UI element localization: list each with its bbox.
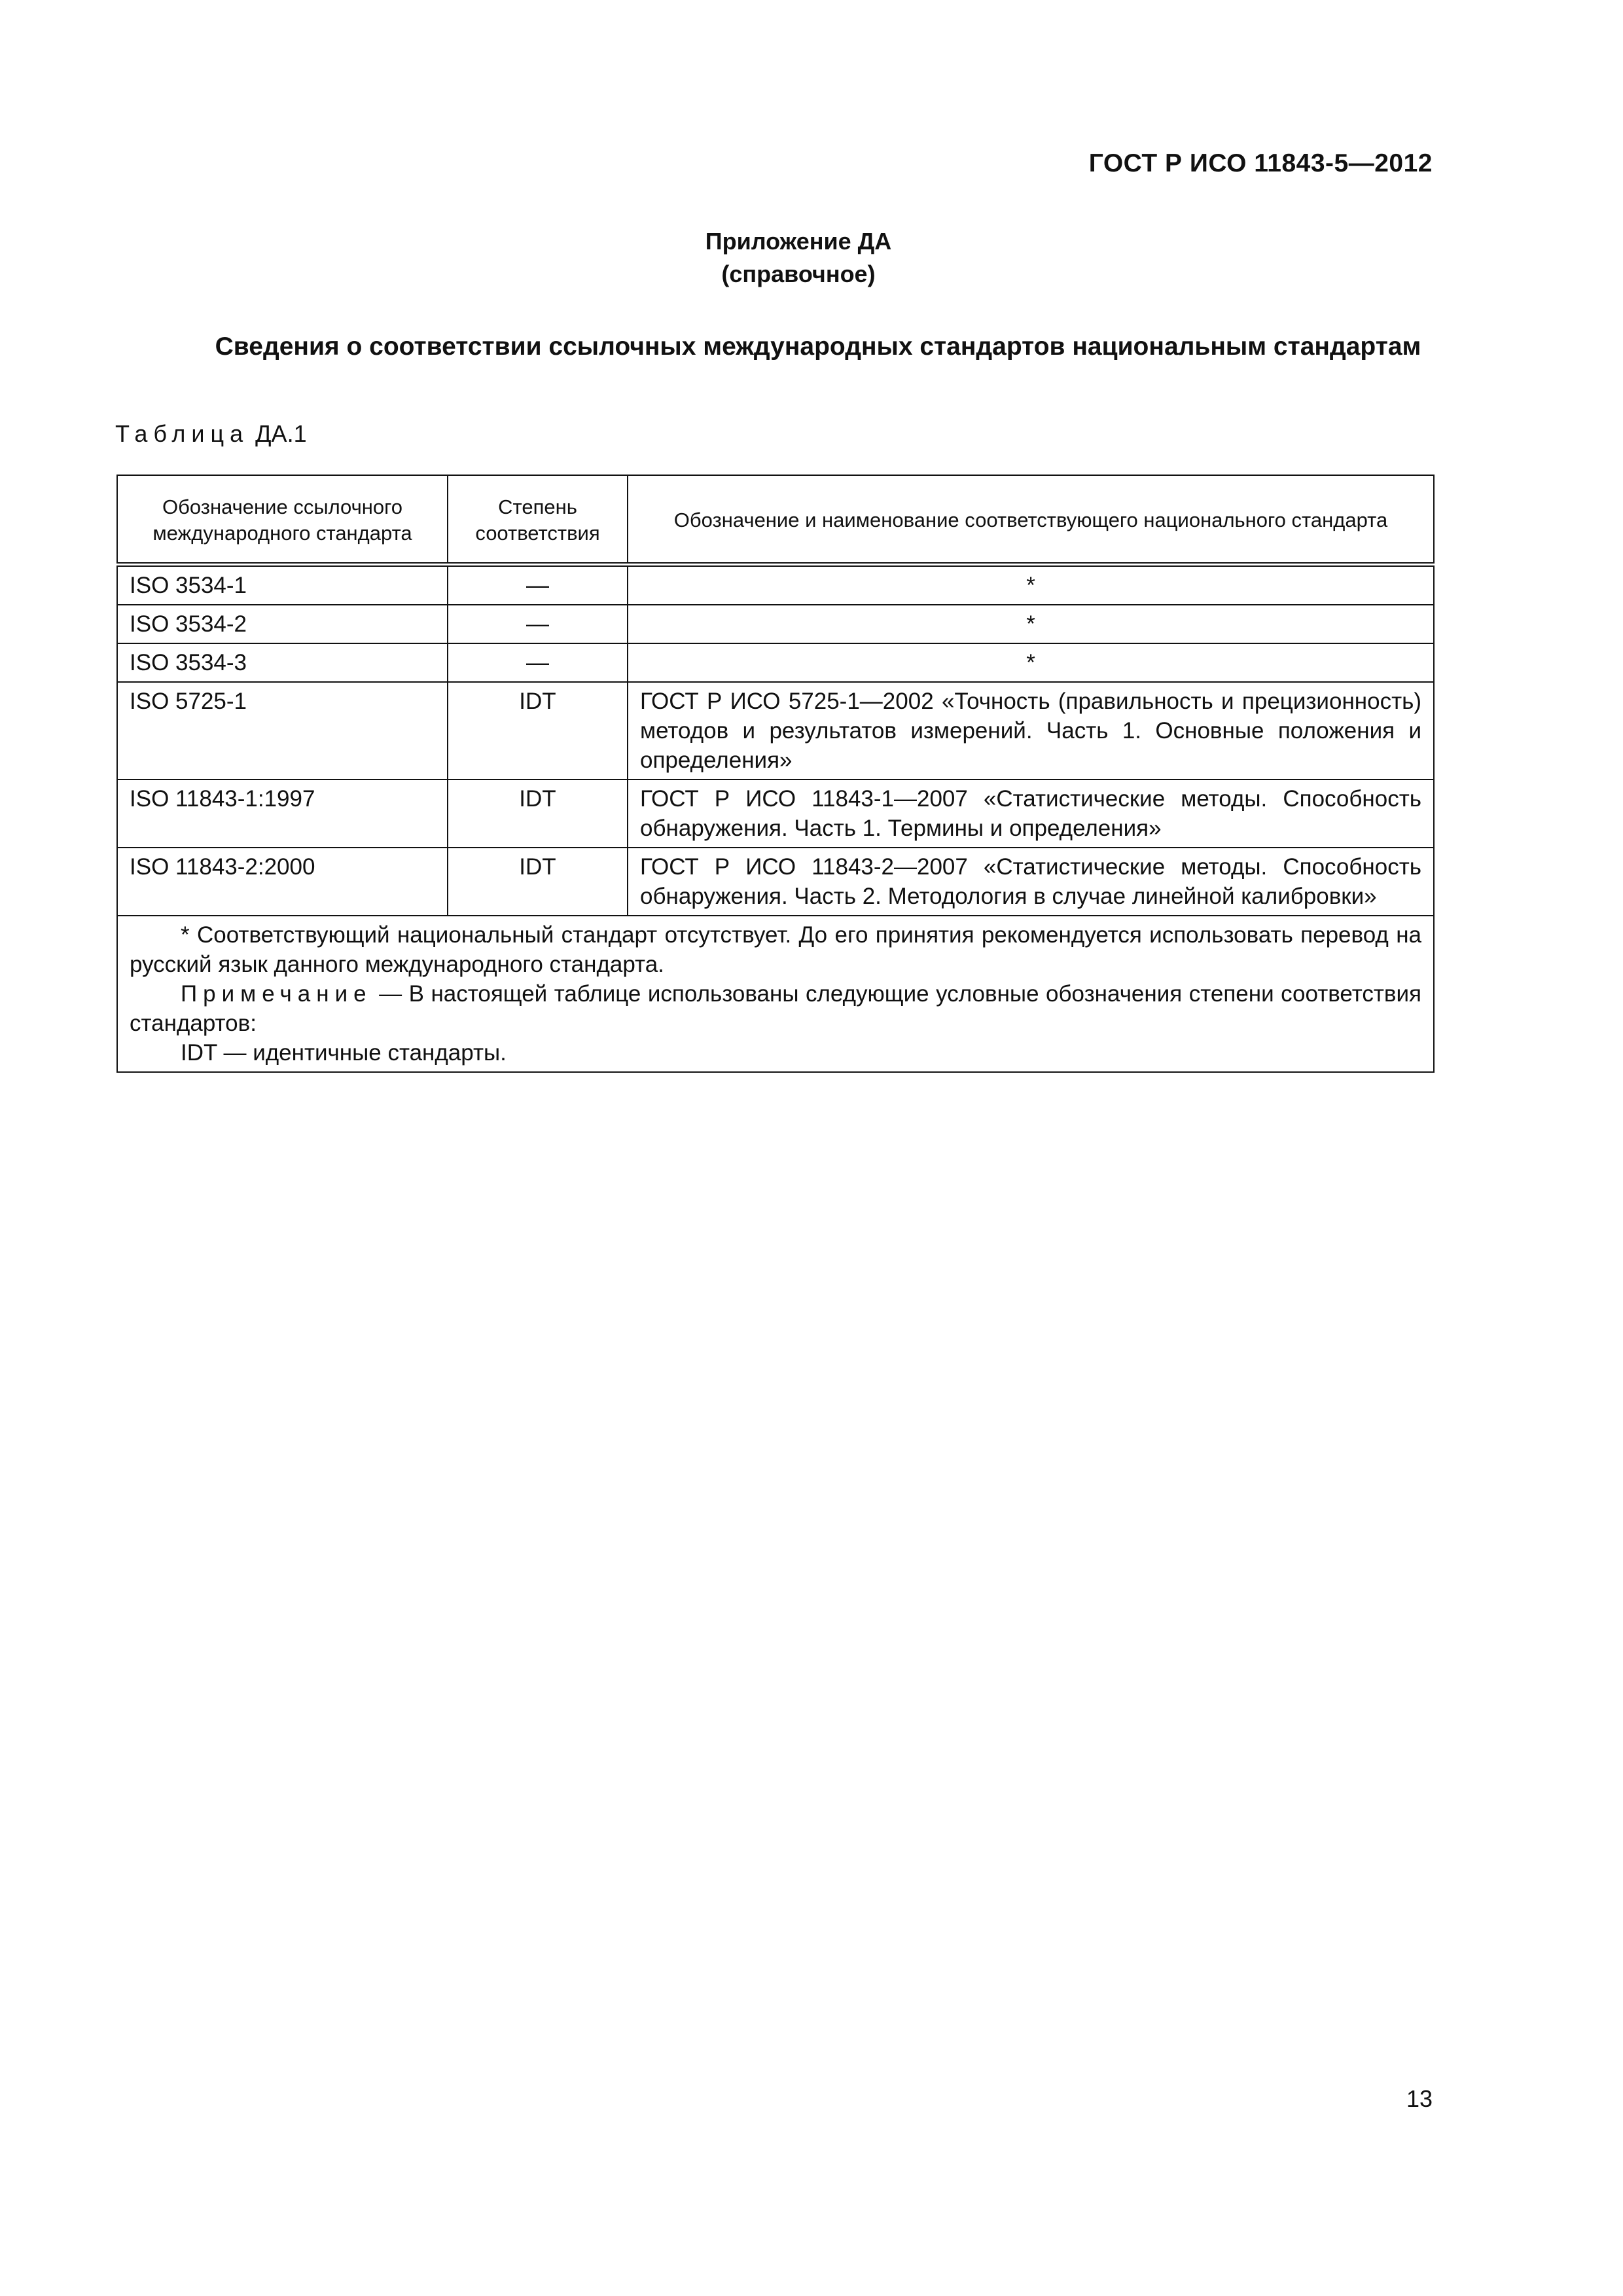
appendix-heading (0, 225, 1597, 291)
note-text: — В настоящей таблице использованы следующие условные обозначения степени соответствия стандартов: (130, 981, 1421, 1036)
table-label (115, 420, 307, 448)
table-row (117, 565, 1434, 605)
cell-international-standard: ISO 11843-1:1997 (117, 780, 448, 848)
document-code: ГОСТ Р ИСО 11843-5—2012 (1088, 149, 1433, 177)
cell-international-standard: ISO 5725-1 (117, 682, 448, 780)
table-notes-row (117, 916, 1434, 1072)
table-label-number: ДА.1 (255, 420, 307, 447)
cell-degree: IDT (448, 848, 628, 916)
table-footnote: * Соответствующий национальный стандарт отсутствует. До его принятия рекомендуется использовать перевод на русский язык данного международного стандарта. (130, 922, 1421, 977)
appendix-subtitle: (справочное) (721, 260, 876, 287)
cell-national-standard: * (628, 565, 1434, 605)
standards-table (116, 475, 1435, 1073)
cell-national-standard: * (628, 605, 1434, 643)
cell-national-standard: ГОСТ Р ИСО 11843-2—2007 «Статистические методы. Способность обнаружения. Часть 2. Методология в случае линейной калибровки» (628, 848, 1434, 916)
cell-national-standard: ГОСТ Р ИСО 11843-1—2007 «Статистические методы. Способность обнаружения. Часть 1. Термины и определения» (628, 780, 1434, 848)
cell-degree: — (448, 605, 628, 643)
header-international-standard: Обозначение ссылочного международного стандарта (117, 475, 448, 565)
table-row (117, 848, 1434, 916)
cell-degree: IDT (448, 682, 628, 780)
page-number: 13 (1406, 2085, 1433, 2112)
table-row (117, 643, 1434, 682)
cell-degree: IDT (448, 780, 628, 848)
table-legend: IDT — идентичные стандарты. (181, 1040, 507, 1066)
table-header-row (117, 475, 1434, 565)
cell-national-standard: ГОСТ Р ИСО 5725-1—2002 «Точность (правильность и прецизионность) методов и результатов измерений. Часть 1. Основные положения и определения» (628, 682, 1434, 780)
cell-degree: — (448, 643, 628, 682)
cell-national-standard: * (628, 643, 1434, 682)
table-row (117, 780, 1434, 848)
table-row (117, 682, 1434, 780)
table-notes (117, 916, 1434, 1072)
cell-international-standard: ISO 3534-1 (117, 565, 448, 605)
table-note (130, 979, 1421, 1038)
table-row (117, 605, 1434, 643)
cell-degree: — (448, 565, 628, 605)
cell-international-standard: ISO 3534-2 (117, 605, 448, 643)
table-label-word: Таблица (115, 420, 249, 447)
cell-international-standard: ISO 11843-2:2000 (117, 848, 448, 916)
cell-international-standard: ISO 3534-3 (117, 643, 448, 682)
appendix-title: Приложение ДА (705, 228, 892, 255)
note-label: Примечание (181, 981, 372, 1007)
header-degree-of-conformity: Степень соответствия (448, 475, 628, 565)
section-title: Сведения о соответствии ссылочных международных стандартов национальным стандартам (215, 332, 1421, 361)
header-national-standard: Обозначение и наименование соответствующего национального стандарта (628, 475, 1434, 565)
